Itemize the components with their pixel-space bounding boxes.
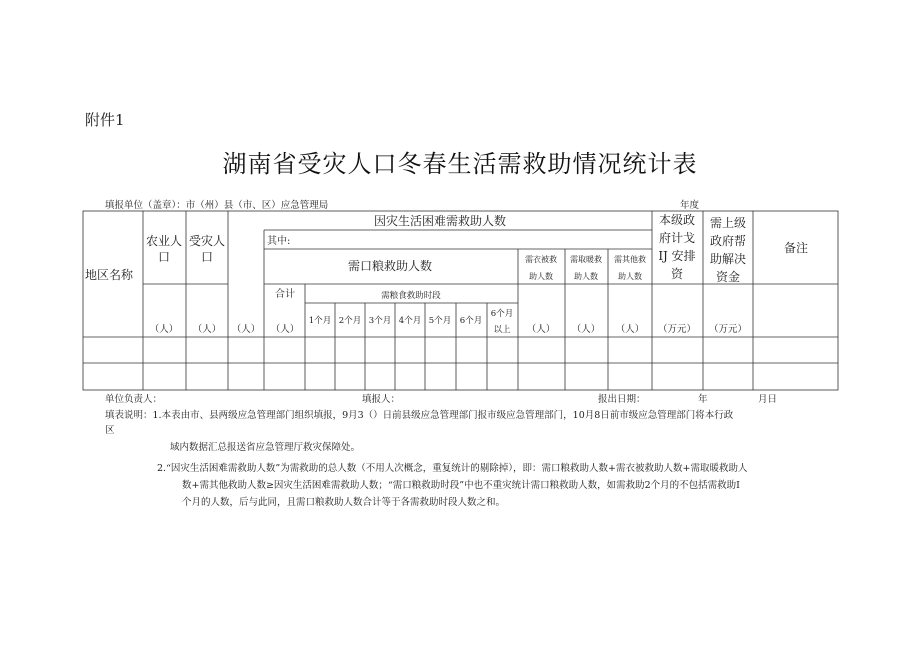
- unit-upper-money: （万元）: [708, 324, 748, 335]
- date-label: 报出日期：: [598, 394, 646, 405]
- unit-heating: （人）: [571, 324, 601, 335]
- header-remark: 备注: [783, 241, 809, 255]
- responsible-label: 单位负责人：: [105, 394, 163, 405]
- header-month-1: 1个月: [308, 316, 332, 326]
- header-local-gov-4: 资: [670, 267, 684, 281]
- attachment-label: 附件1: [85, 111, 125, 129]
- note-line-5: 个月的人数，后与此同，且需口粮救助人数合计等于各需救助时段人数之和。: [182, 497, 506, 508]
- reporter-label: 填报人：: [362, 394, 401, 405]
- date-year: 年: [698, 394, 708, 405]
- header-agri-pop-2: 口: [157, 250, 171, 264]
- header-affected-pop-2: 口: [200, 250, 214, 264]
- header-grain-period: 需粮食救助时段: [381, 291, 441, 301]
- header-upper-gov-1: 需上级: [709, 216, 747, 230]
- header-heating-1: 需取暖救: [570, 255, 602, 264]
- header-other-1: 需其他救: [614, 255, 646, 264]
- unit-agri: （人）: [149, 324, 179, 335]
- unit-affected: （人）: [192, 324, 222, 335]
- header-six-plus-2: 以上: [493, 325, 511, 335]
- unit-total: （人）: [270, 324, 300, 335]
- signature-row: [0, 391, 920, 405]
- header-six-plus-1: 6个月: [490, 309, 514, 319]
- year-label: 年度: [680, 200, 700, 211]
- header-need-total: 因灾生活困难需救助人数: [373, 214, 507, 228]
- unit-clothes: （人）: [526, 324, 556, 335]
- note-line-1: 填表说明：1.本表由市、县两级应急管理部门组织填报，9月3（）日前县级应急管理部门报市级应急管理部门，10月8日前市级应急管理部门将本行政: [105, 410, 734, 421]
- header-agri-pop-1: 农业人: [145, 234, 183, 248]
- header-local-gov-2: 府计戈: [658, 231, 696, 245]
- header-upper-gov-3: 助解决: [709, 252, 747, 266]
- header-clothes-2: 助人数: [529, 272, 553, 281]
- unit-blank-col: （人）: [231, 324, 261, 335]
- header-month-3: 3个月: [368, 316, 392, 326]
- date-month-day: 月日: [758, 394, 778, 405]
- note-line-1b: 区: [105, 425, 115, 436]
- header-among: 其中:: [267, 236, 291, 247]
- header-local-gov-3: IJ 安排: [658, 249, 696, 263]
- page-title: 湖南省受灾人口冬春生活需救助情况统计表: [222, 150, 698, 178]
- header-grain-need: 需口粮救助人数: [347, 259, 433, 273]
- header-region: 地区名称: [85, 268, 134, 282]
- unit-other: （人）: [615, 324, 645, 335]
- header-local-gov-1: 本级政: [658, 213, 696, 227]
- header-affected-pop-1: 受灾人: [188, 234, 226, 248]
- unit-local-money: （万元）: [657, 324, 697, 335]
- header-heating-2: 助人数: [574, 272, 598, 281]
- header-other-2: 助人数: [618, 272, 642, 281]
- header-upper-gov-2: 政府帮: [709, 234, 747, 248]
- header-clothes-1: 需衣被救: [525, 255, 557, 264]
- note-line-4: 数+需其他救助人数≥因灾生活困难需救助人数；“需口粮救助时段”中也不重灾统计需口粮救助人数，如需救助2个月的不包括需救助I: [182, 480, 740, 491]
- header-total: 合计: [275, 289, 295, 300]
- header-month-2: 2个月: [338, 316, 362, 326]
- filler-unit: 填报单位（盖章）：市（州）县（市、区）应急管理局: [105, 200, 329, 211]
- note-line-3: 2.“因灾生活困难需救助人数”为需救助的总人数（不用人次概念，重复统计的剔除掉），即：需口粮救助人数+需衣被救助人数+需取暖救助人: [157, 463, 748, 474]
- note-line-2: 域内数据汇总报送省应急管理厅救灾保障处。: [170, 442, 361, 453]
- header-upper-gov-4: 资金: [715, 270, 741, 284]
- header-month-5: 5个月: [428, 316, 452, 326]
- header-month-6: 6个月: [459, 316, 483, 326]
- header-month-4: 4个月: [398, 316, 422, 326]
